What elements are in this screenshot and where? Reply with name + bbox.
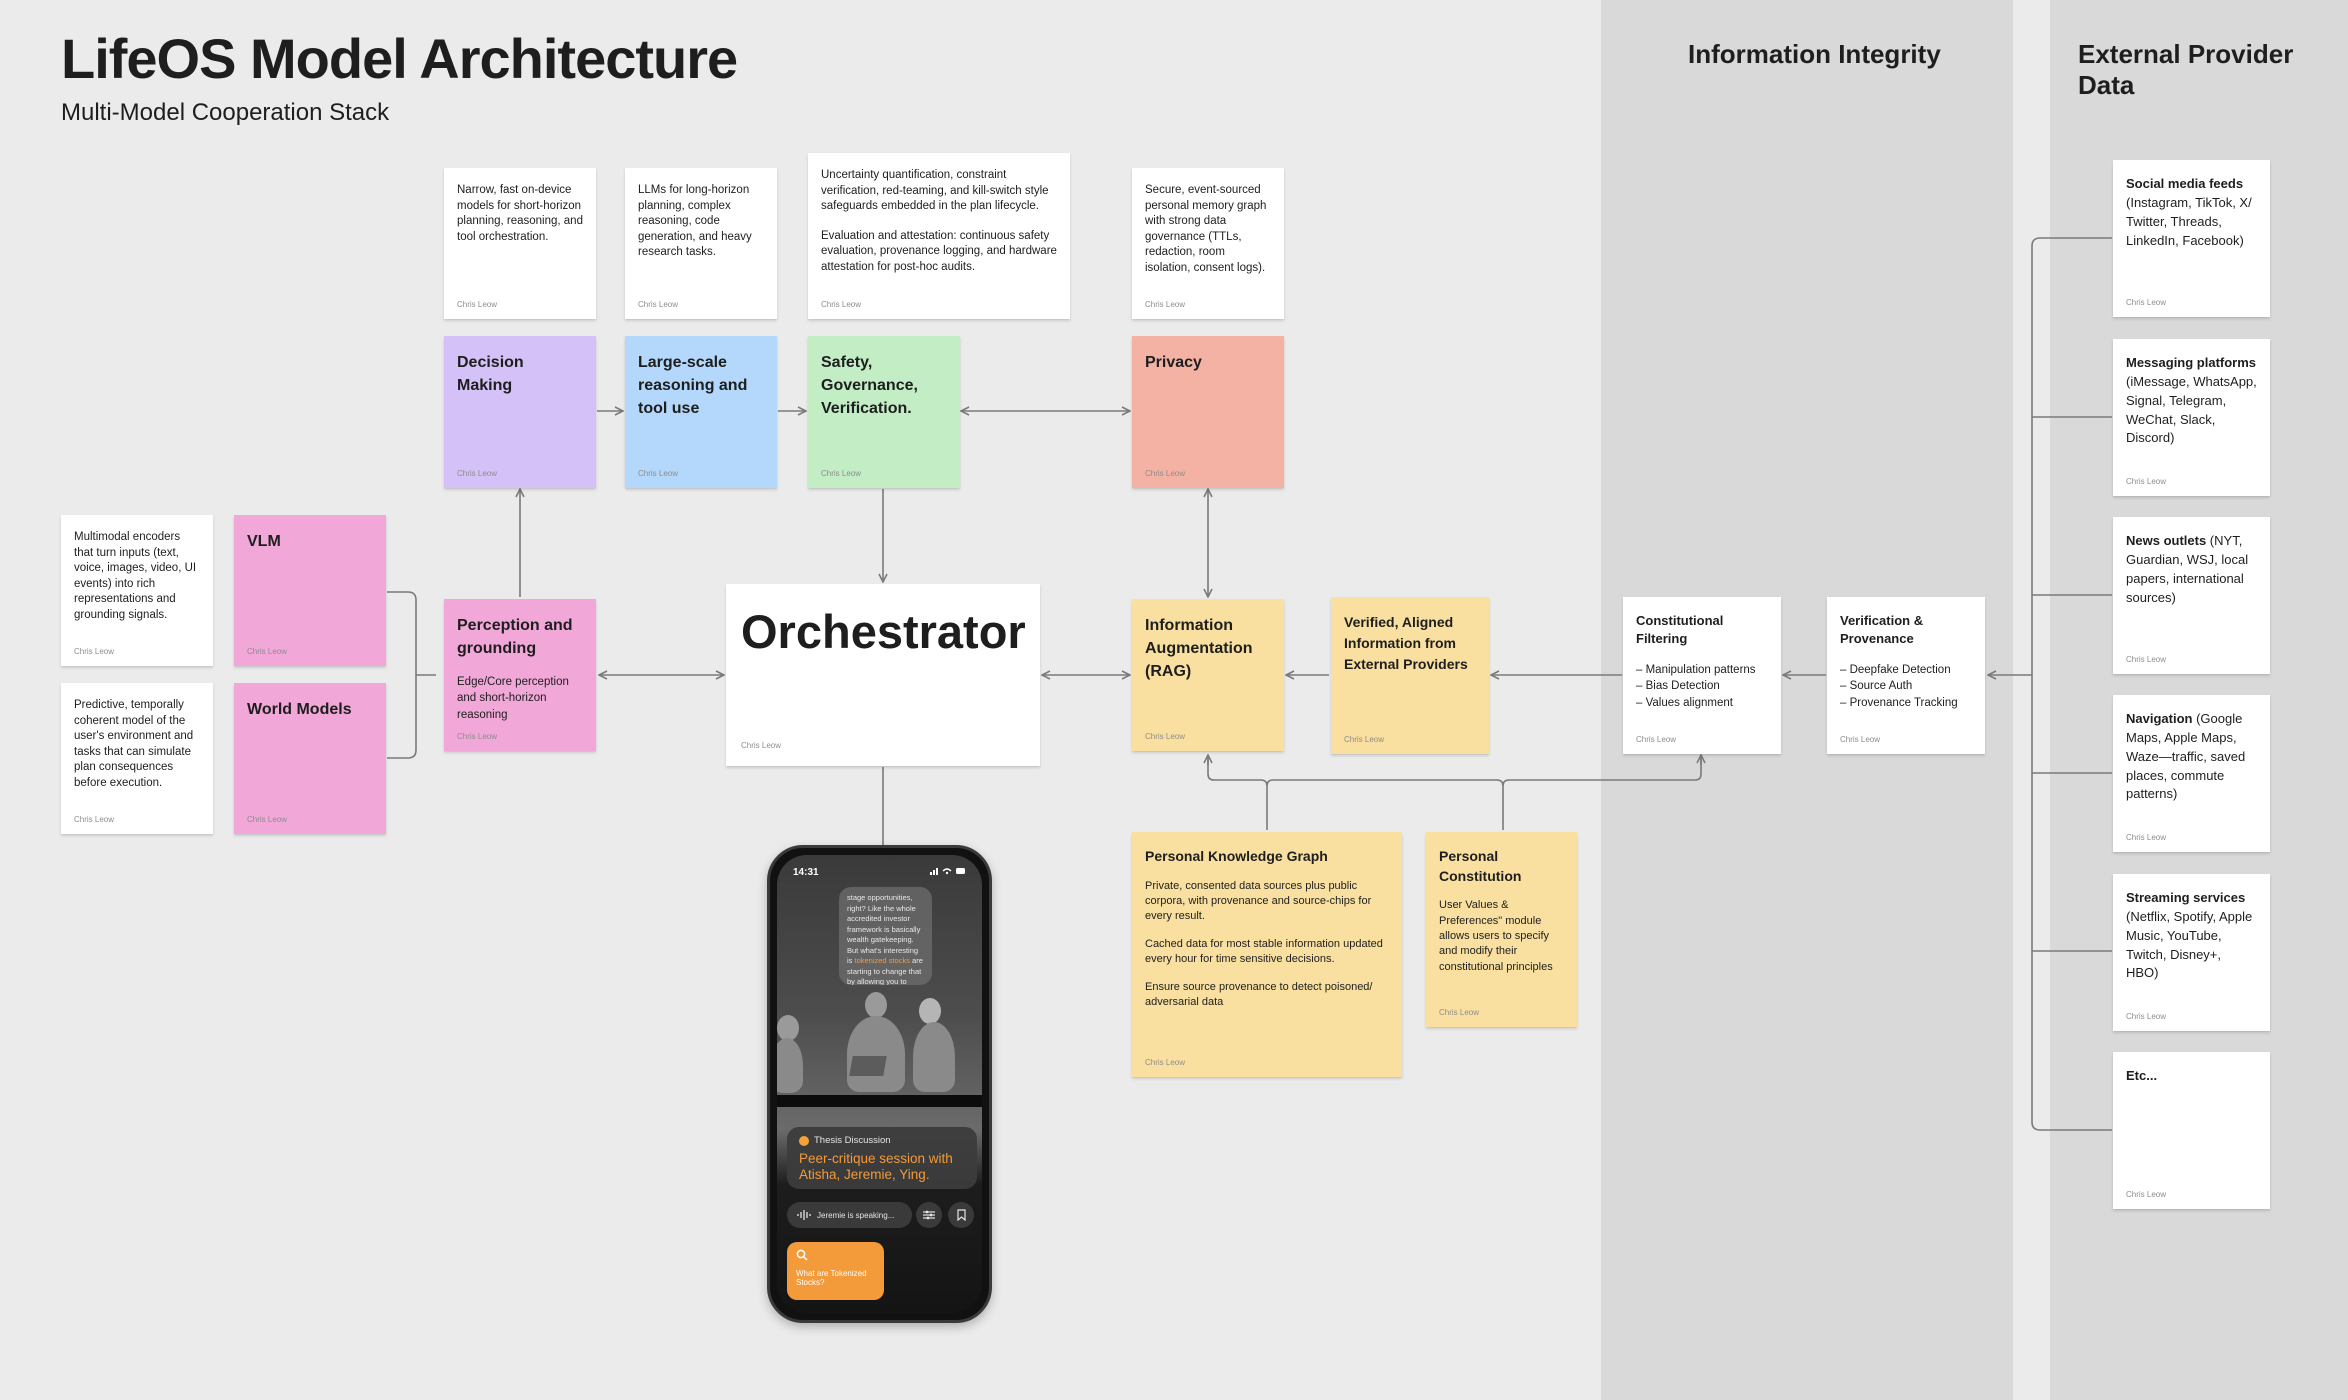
filtering-list [1636,662,1768,710]
meeting-photo [777,990,982,1090]
search-icon [796,1249,808,1261]
connector-personal-sources [1208,755,1701,830]
status-icons [930,867,966,875]
page-title: LifeOS Model Architecture [61,27,738,90]
speaking-indicator[interactable]: Jeremie is speaking... [787,1202,912,1228]
waveform-icon [797,1210,811,1220]
verification-provenance-block: Verification & Provenance – Deepfake Detection – Source Auth – Provenance Tracking Chris Leow [1827,597,1985,754]
personal-knowledge-graph-block: Personal Knowledge Graph Private, consented data sources plus public corpora, with provenance and source-chips for every result. Cached data for most stable information updated every hour for time sensitive decisions. Ensure source provenance to detect poisoned/ adversarial data Chris Leow [1132,832,1402,1077]
list-item: – Values alignment [1636,696,1733,709]
information-integrity-title: Information Integrity [1688,39,1941,69]
decision-making-block: Decision Making Chris Leow [444,336,596,488]
meeting-table [777,1095,982,1107]
phone-mockup [767,845,992,1323]
provenance-list [1840,662,1972,710]
world-models-block: World Models Chris Leow [234,683,386,834]
list-item: – Bias Detection [1636,680,1720,693]
bookmark-button[interactable] [948,1202,974,1228]
privacy-block: Privacy Chris Leow [1132,336,1284,488]
bracket-vlm-world [387,592,416,758]
provider-bus [2032,238,2112,1130]
vlm-block: VLM Chris Leow [234,515,386,666]
session-headline: Peer-critique session with Atisha, Jeremie, Ying. [799,1151,953,1183]
list-item: – Provenance Tracking [1840,696,1958,709]
external-provider-title: External Provider Data [2078,39,2294,100]
rag-block: Information Augmentation (RAG) Chris Leow [1132,599,1284,751]
equalizer-icon [923,1210,935,1220]
equalizer-button[interactable] [916,1202,942,1228]
world-models-note: Predictive, temporally coherent model of the user's environment and tasks that can simulate plan consequences before execution. Chris Leow [61,683,213,834]
provider-messaging: Messaging platforms (iMessage, WhatsApp, Signal, Telegram, WeChat, Slack, Discord) Chris Leow [2113,339,2270,496]
perception-block: Perception and grounding Edge/Core perception and short-horizon reasoning Chris Leow [444,599,596,751]
highlight-term[interactable]: tokenized stocks [854,956,910,965]
bookmark-icon [957,1209,966,1221]
verified-info-block: Verified, Aligned Information from External Providers Chris Leow [1331,597,1489,754]
provider-navigation: Navigation (Google Maps, Apple Maps, Waze—traffic, saved places, commute patterns) Chris Leow [2113,695,2270,852]
safety-note: Uncertainty quantification, constraint verification, red-teaming, and kill-switch style safeguards embedded in the plan lifecycle. Evaluation and attestation: continuous safety evaluation, provenance logging, and hardware attestation for post-hoc audits. Chris Leow [808,153,1070,319]
privacy-note: Secure, event-sourced personal memory graph with strong data governance (TTLs, redaction, room isolation, consent logs). Chris Leow [1132,168,1284,319]
phone-screen [777,855,982,1313]
list-item: – Deepfake Detection [1840,664,1951,677]
list-item: – Source Auth [1840,680,1913,693]
page-subtitle: Multi-Model Cooperation Stack [61,99,390,126]
provider-social-media: Social media feeds (Instagram, TikTok, X/ Twitter, Threads, LinkedIn, Facebook) Chris Leow [2113,160,2270,317]
personal-constitution-block: Personal Constitution User Values & Preferences" module allows users to specify and modify their constitutional principles Chris Leow [1426,832,1577,1027]
vlm-note: Multimodal encoders that turn inputs (text, voice, images, video, UI events) into rich representations and grounding signals. Chris Leow [61,515,213,666]
constitutional-filtering-block: Constitutional Filtering – Manipulation patterns – Bias Detection – Values alignment Chris Leow [1623,597,1781,754]
reasoning-block: Large-scale reasoning and tool use Chris Leow [625,336,777,488]
reasoning-note: LLMs for long-horizon planning, complex reasoning, code generation, and heavy research tasks. Chris Leow [625,168,777,319]
decision-making-note: Narrow, fast on-device models for short-horizon planning, reasoning, and tool orchestration. Chris Leow [444,168,596,319]
provider-streaming: Streaming services (Netflix, Spotify, Apple Music, YouTube, Twitch, Disney+, HBO) Chris Leow [2113,874,2270,1031]
status-time: 14:31 [793,867,819,878]
safety-block: Safety, Governance, Verification. Chris Leow [808,336,960,488]
transcript-bubble: stage opportunities, right? Like the whole accredited investor framework is basically wealth gatekeeping. But what's interesting is tokenized stocks are starting to change that by allowing you to [839,887,932,985]
session-dot-icon [799,1136,809,1146]
question-button[interactable]: What are Tokenized Stocks? [787,1242,884,1300]
orchestrator-title: Orchestrator [741,605,1026,658]
orchestrator-block: Orchestrator Chris Leow [726,584,1040,766]
provider-etc: Etc... Chris Leow [2113,1052,2270,1209]
session-card[interactable]: Thesis Discussion Peer-critique session with Atisha, Jeremie, Ying. [787,1127,977,1189]
list-item: – Manipulation patterns [1636,664,1756,677]
provider-news: News outlets (NYT, Guardian, WSJ, local papers, international sources) Chris Leow [2113,517,2270,674]
